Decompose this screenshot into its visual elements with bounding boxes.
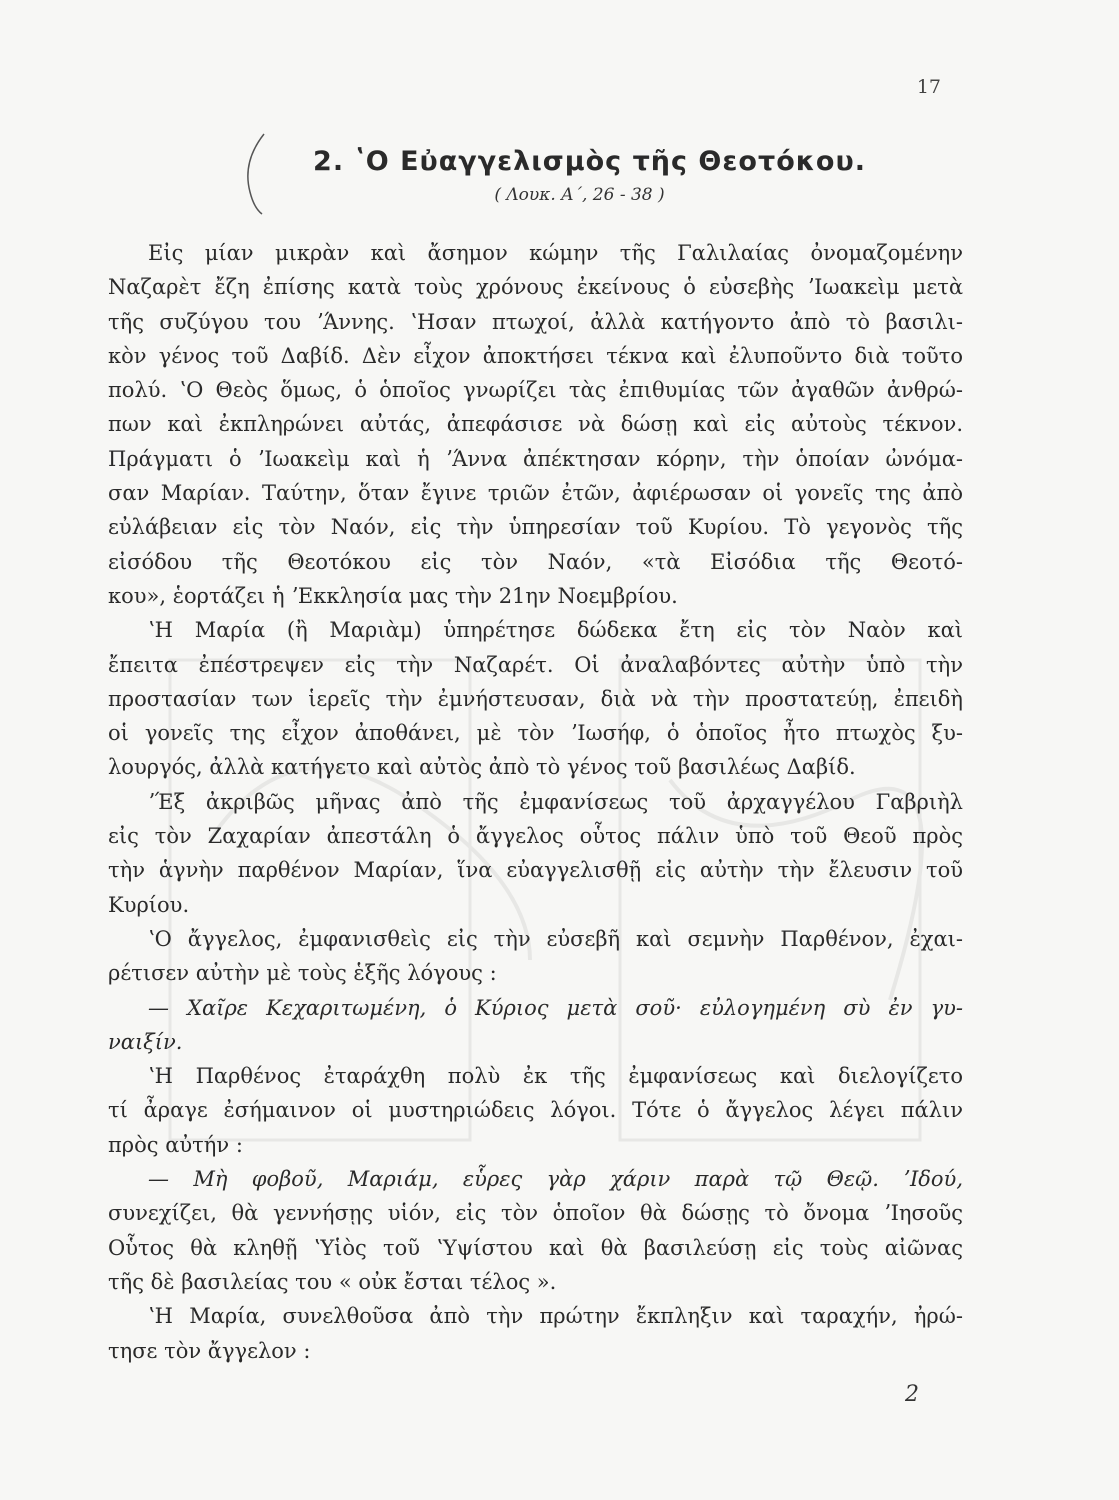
text-line: ʽΗ Μαρία (ἢ Μαριὰμ) ὑπηρέτησε δώδεκα ἔτη εἰς τὸν Ναὸν καὶ [148, 618, 963, 643]
text-line: πολύ. ʽΟ Θεὸς ὅμως, ὁ ὁποῖος γνωρίζει τὰς ἐπιθυμίας τῶν ἀγαθῶν ἀνθρώ- [108, 378, 963, 403]
text-line: ρέτισεν αὐτὴν μὲ τοὺς ἑξῆς λόγους : [108, 961, 497, 986]
text-line: ἔπειτα ἐπέστρεψεν εἰς τὴν Ναζαρέτ. Οἱ ἀναλαβόντες αὐτὴν ὑπὸ τὴν [108, 652, 963, 677]
chapter-heading [0, 146, 1119, 205]
quote-line: ναιξίν. [108, 1029, 183, 1054]
text-line: οἱ γονεῖς της εἶχον ἀποθάνει, μὲ τὸν ʼΙωσήφ, ὁ ὁποῖος ἦτο πτωχὸς ξυ- [108, 721, 963, 746]
text-line: κου», ἑορτάζει ἡ ʼΕκκλησία μας τὴν 21ην Νοεμβρίου. [108, 583, 678, 608]
quote-line: — Χαῖρε Κεχαριτωμένη, ὁ Κύριος μετὰ σοῦ· εὐλογημένη σὺ ἐν γυ- [148, 995, 963, 1020]
text-line: τῆς δὲ βασιλείας του « οὐκ ἔσται τέλος ». [108, 1269, 557, 1294]
page-number: 17 [916, 76, 941, 98]
quote-line: — Μὴ φοβοῦ, Μαριάμ, εὗρες γὰρ χάριν παρὰ τῷ Θεῷ. ʼΙδού, [148, 1167, 963, 1192]
text-line: ʼΈξ ἀκριβῶς μῆνας ἀπὸ τῆς ἐμφανίσεως τοῦ ἀρχαγγέλου Γαβριὴλ [148, 789, 963, 814]
text-line: ʽΗ Παρθένος ἐταράχθη πολὺ ἐκ τῆς ἐμφανίσεως καὶ διελογίζετο [148, 1064, 963, 1089]
text-line: Κυρίου. [108, 892, 190, 917]
text-line: κὸν γένος τοῦ Δαβίδ. Δὲν εἶχον ἀποκτήσει τέκνα καὶ ἐλυποῦντο διὰ τοῦτο [108, 343, 963, 368]
text-line: τί ἆραγε ἐσήμαινον οἱ μυστηριώδεις λόγοι. Τότε ὁ ἄγγελος λέγει πάλιν [108, 1098, 963, 1123]
chapter-title: 2. ʽΟ Εὐαγγελισμὸς τῆς Θεοτόκου. [313, 146, 866, 177]
body-text [108, 236, 963, 1368]
text-line: ʽΟ ἄγγελος, ἐμφανισθεὶς εἰς τὴν εὐσεβῆ καὶ σεμνὴν Παρθένον, ἐχαι- [148, 926, 963, 951]
text-line: πων καὶ ἐκπληρώνει αὐτάς, ἀπεφάσισε νὰ δώσῃ καὶ εἰς αὐτοὺς τέκνον. [108, 412, 963, 437]
text-line: Εἰς μίαν μικρὰν καὶ ἄσημον κώμην τῆς Γαλιλαίας ὀνομαζομένην [148, 241, 963, 265]
text-line: λουργός, ἀλλὰ κατήγετο καὶ αὐτὸς ἀπὸ τὸ γένος τοῦ βασιλέως Δαβίδ. [108, 755, 856, 780]
text-line: σαν Μαρίαν. Ταύτην, ὅταν ἔγινε τριῶν ἐτῶν, ἀφιέρωσαν οἱ γονεῖς της ἀπὸ [108, 481, 963, 506]
text-line: εἰς τὸν Ζαχαρίαν ἀπεστάλη ὁ ἄγγελος οὗτος πάλιν ὑπὸ τοῦ Θεοῦ πρὸς [108, 824, 963, 849]
text-line: τῆς συζύγου του ʼΆννης. ʽΗσαν πτωχοί, ἀλλὰ κατήγοντο ἀπὸ τὸ βασιλι- [108, 309, 963, 334]
text-line: Πράγματι ὁ ʼΙωακεὶμ καὶ ἡ ʼΆννα ἀπέκτησαν κόρην, τὴν ὁποίαν ὠνόμα- [108, 446, 963, 471]
text-line: συνεχίζει, θὰ γεννήσῃς υἱόν, εἰς τὸν ὁποῖον θὰ δώσῃς τὸ ὄνομα ʼΙησοῦς [108, 1201, 963, 1226]
text-line: Οὗτος θὰ κληθῇ ʽΥἱὸς τοῦ ʽΥψίστου καὶ θὰ βασιλεύσῃ εἰς τοὺς αἰῶνας [108, 1235, 963, 1260]
scripture-reference: ( Λουκ. Α΄, 26 - 38 ) [494, 185, 665, 205]
text-line: προστασίαν των ἱερεῖς τὴν ἐμνήστευσαν, διὰ νὰ τὴν προστατεύῃ, ἐπειδὴ [108, 686, 963, 711]
text-line: πρὸς αὐτήν : [108, 1132, 243, 1157]
text-line: τησε τὸν ἄγγελον : [108, 1338, 311, 1363]
text-line: Ναζαρὲτ ἔζη ἐπίσης κατὰ τοὺς χρόνους ἐκείνους ὁ εὐσεβὴς ʼΙωακεὶμ μετὰ [108, 275, 963, 300]
signature-mark: 2 [905, 1382, 919, 1407]
text-line: εἰσόδου τῆς Θεοτόκου εἰς τὸν Ναόν, «τὰ Εἰσόδια τῆς Θεοτό- [108, 549, 963, 574]
text-line: ʽΗ Μαρία, συνελθοῦσα ἀπὸ τὴν πρώτην ἔκπληξιν καὶ ταραχήν, ἠρώ- [148, 1304, 963, 1329]
text-line: τὴν ἁγνὴν παρθένον Μαρίαν, ἵνα εὐαγγελισθῇ εἰς αὐτὴν τὴν ἔλευσιν τοῦ [108, 858, 963, 883]
text-line: εὐλάβειαν εἰς τὸν Ναόν, εἰς τὴν ὑπηρεσίαν τοῦ Κυρίου. Τὸ γεγονὸς τῆς [108, 515, 963, 540]
